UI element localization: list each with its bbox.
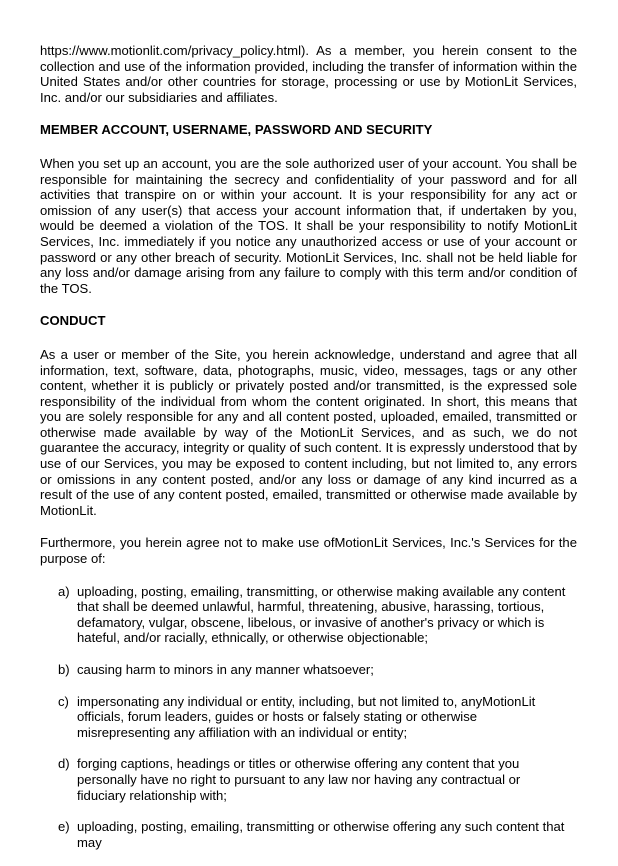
list-item-text: uploading, posting, emailing, transmitting, or otherwise making available any content that shall be deemed unlawful, harmful, threatening, abusive, harassing, tortious, defamatory, vulgar, obscene, libelous, or invasive of another's privacy or which is hateful, and/or racially, ethnically, or otherwise objectionable; bbox=[77, 583, 566, 646]
list-item bbox=[40, 819, 571, 850]
list-item bbox=[40, 584, 571, 646]
section-heading-conduct: CONDUCT bbox=[40, 313, 106, 329]
list-item-text: uploading, posting, emailing, transmitting or otherwise offering any such content that may bbox=[77, 819, 565, 850]
intro-paragraph: https://www.motionlit.com/privacy_policy.html). As a member, you herein consent to the collection and use of the information provided, including the transfer of information within the United States and/or other countries for storage, processing or use by MotionLit Services, Inc. and/or our subsidiaries and affiliates. bbox=[40, 43, 577, 105]
list-item-text: causing harm to minors in any manner whatsoever; bbox=[77, 662, 374, 677]
list-marker: b) bbox=[58, 662, 70, 677]
list-marker: e) bbox=[58, 819, 70, 835]
list-marker: c) bbox=[58, 693, 69, 709]
document-page bbox=[40, 43, 577, 866]
list-marker: d) bbox=[58, 756, 70, 772]
section-heading-member-account: MEMBER ACCOUNT, USERNAME, PASSWORD AND SECURITY bbox=[40, 122, 433, 138]
list-item-text: impersonating any individual or entity, including, but not limited to, anyMotionLit officials, forum leaders, guides or hosts or falsely stating or otherwise misrepresenting any affiliation with an individual or entity; bbox=[77, 693, 536, 740]
conduct-paragraph: As a user or member of the Site, you herein acknowledge, understand and agree that all information, text, software, data, photographs, music, video, messages, tags or any other content, whether it is publicly or privately posted and/or transmitted, is the expressed sole responsibility of the individual from whom the content originated. In short, this means that you are solely responsible for any and all content posted, uploaded, emailed, transmitted or otherwise made available by way of the MotionLit Services, and as such, we do not guarantee the accuracy, integrity or quality of such content. It is expressly understood that by use of our Services, you may be exposed to content including, but not limited to, any errors or omissions in any content posted, and/or any loss or damage of any kind incurred as a result of the use of any content posted, emailed, transmitted or otherwise made available by MotionLit. bbox=[40, 346, 577, 518]
list-item bbox=[40, 662, 571, 678]
member-account-paragraph: When you set up an account, you are the sole authorized user of your account. You shall be responsible for maintaining the secrecy and confidentiality of your password and for all activities that transpire on or within your account. It is your responsibility for any act or omission of any user(s) that access your account information that, if undertaken by you, would be deemed a violation of the TOS. It shall be your responsibility to notify MotionLit Services, Inc. immediately if you notice any unauthorized access or use of your account or password or any other breach of security. MotionLit Services, Inc. shall not be held liable for any loss and/or damage arising from any failure to comply with this term and/or condition of the TOS. bbox=[40, 155, 577, 296]
list-item-text: forging captions, headings or titles or otherwise offering any content that you personally have no right to pursuant to any law nor having any contractual or fiduciary relationship with; bbox=[77, 756, 521, 803]
list-item bbox=[40, 694, 571, 741]
prohibited-uses-list bbox=[40, 584, 577, 851]
list-item bbox=[40, 756, 571, 803]
furthermore-paragraph: Furthermore, you herein agree not to make use ofMotionLit Services, Inc.'s Services for the purpose of: bbox=[40, 535, 577, 567]
list-marker: a) bbox=[58, 583, 70, 599]
